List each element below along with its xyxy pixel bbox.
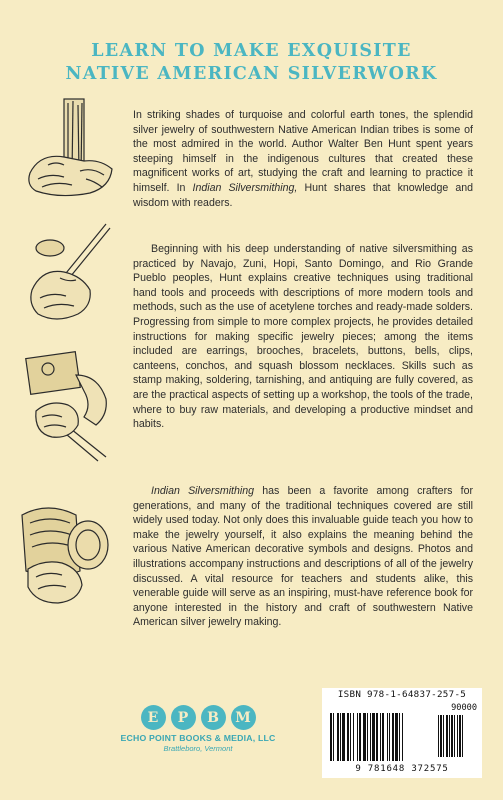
barcode-bars bbox=[322, 701, 482, 763]
barcode-stripe bbox=[382, 713, 384, 761]
barcode-stripe bbox=[389, 713, 390, 761]
barcode-stripe bbox=[399, 713, 400, 761]
description-paragraph-1 bbox=[133, 108, 473, 210]
logo-letter-b: B bbox=[201, 705, 226, 730]
barcode-stripe bbox=[357, 713, 358, 761]
headline-line-1: LEARN TO MAKE EXQUISITE bbox=[91, 41, 412, 61]
logo-letter-m: M bbox=[231, 705, 256, 730]
p1-book-title: Indian Silversmithing, bbox=[192, 181, 298, 194]
barcode-addon-stripe bbox=[457, 715, 458, 757]
barcode-addon-stripe bbox=[440, 715, 442, 757]
barcode-addon-stripe bbox=[459, 715, 461, 757]
isbn-barcode bbox=[322, 688, 482, 778]
illustration-hammering bbox=[20, 95, 124, 205]
barcode-stripe bbox=[353, 713, 354, 761]
barcode-number: 9 781648 372575 bbox=[355, 764, 449, 774]
barcode-stripe bbox=[392, 713, 394, 761]
barcode-stripe bbox=[402, 713, 403, 761]
headline-line-2: NATIVE AMERICAN SILVERWORK bbox=[65, 64, 438, 84]
p3-book-title: Indian Silversmithing bbox=[151, 485, 255, 497]
barcode-stripe bbox=[363, 713, 366, 761]
barcode-stripe bbox=[376, 713, 378, 761]
barcode-stripe bbox=[337, 713, 339, 761]
barcode-stripe bbox=[340, 713, 341, 761]
publisher-initials bbox=[119, 705, 277, 730]
isbn-label: ISBN 978-1-64837-257-5 bbox=[337, 689, 467, 700]
barcode-addon-stripe bbox=[449, 715, 450, 757]
barcode-addon-stripe bbox=[462, 715, 463, 757]
barcode-addon-stripe bbox=[438, 715, 439, 757]
barcode-addon-stripe bbox=[446, 715, 448, 757]
logo-letter-e: E bbox=[141, 705, 166, 730]
cover-headline bbox=[0, 40, 503, 86]
barcode-stripe bbox=[380, 713, 381, 761]
illustration-pliers bbox=[20, 345, 124, 465]
barcode-stripe bbox=[372, 713, 375, 761]
barcode-stripe bbox=[342, 713, 345, 761]
illustration-hand-disc bbox=[18, 475, 126, 615]
barcode-stripe bbox=[359, 713, 361, 761]
publisher-location: Brattleboro, Vermont bbox=[163, 744, 233, 753]
barcode-stripe bbox=[370, 713, 371, 761]
barcode-stripe bbox=[367, 713, 368, 761]
barcode-stripe bbox=[387, 713, 388, 761]
barcode-stripe bbox=[350, 713, 351, 761]
p1-text: In striking shades of turquoise and colorful earth tones, the splendid silver jewelry of southwestern Native American Indian tribes is some of the most admired in the world. Author Walter Ben Hunt spent years steeping himself in the indigenous cultures that created these magnificent works of art, studying the craft and learning to practice it himself. In bbox=[133, 109, 473, 194]
description-paragraph-3 bbox=[133, 484, 473, 630]
publisher-name: ECHO POINT BOOKS & MEDIA, LLC bbox=[120, 733, 276, 743]
p3-text: has been a favorite among crafters for generations, and many of the traditional techniques covered are still widely used today. Not only does this invaluable guide teach you how to make the jewelry yourself, it also explains the meaning behind the various Native American decorative symbols and designs. Photos and illustrations accompany instructions and descriptions of all of the jewelry discussed. A vital resource for teachers and students alike, this venerable guide will serve as an inspiring, must-have reference book for anyone interested in the history and craft of southwestern Native American silver jewelry making. bbox=[133, 485, 473, 629]
barcode-addon-stripe bbox=[454, 715, 455, 757]
barcode-stripe bbox=[330, 713, 332, 761]
illustration-tweezers bbox=[20, 220, 124, 330]
barcode-addon-stripe bbox=[451, 715, 453, 757]
barcode-stripe bbox=[395, 713, 398, 761]
barcode-addon-stripe bbox=[443, 715, 444, 757]
barcode-stripe bbox=[333, 713, 334, 761]
price-code: 90000 bbox=[451, 703, 477, 713]
publisher-logo bbox=[119, 705, 277, 753]
description-paragraph-2: Beginning with his deep understanding of native silversmithing as practiced by Navajo, Zuni, Hopi, Santo Domingo, and Rio Grande Pueblo peoples, Hunt explains creative techniques using traditional hand tools and proceeds with descriptions of more modern tools and methods, such as the use of acetylene torches and ready-made solders. Progressing from simple to more complex projects, he provides detailed instructions for making specific jewelry pieces; among the items included are earrings, brooches, bracelets, buttons, bells, clips, canteens, conchos, and squash blossom necklaces. Skills such as stamp making, soldering, tarnishing, and antiquing are fully covered, as are the practical aspects of setting up a workshop, the tools of the trade, where to buy raw materials, and developing a productive mindset and habits. bbox=[133, 243, 473, 431]
p1-end: Hunt shares that knowledge and wisdom with readers. bbox=[133, 181, 474, 209]
logo-letter-p: P bbox=[171, 705, 196, 730]
barcode-stripe bbox=[347, 713, 349, 761]
